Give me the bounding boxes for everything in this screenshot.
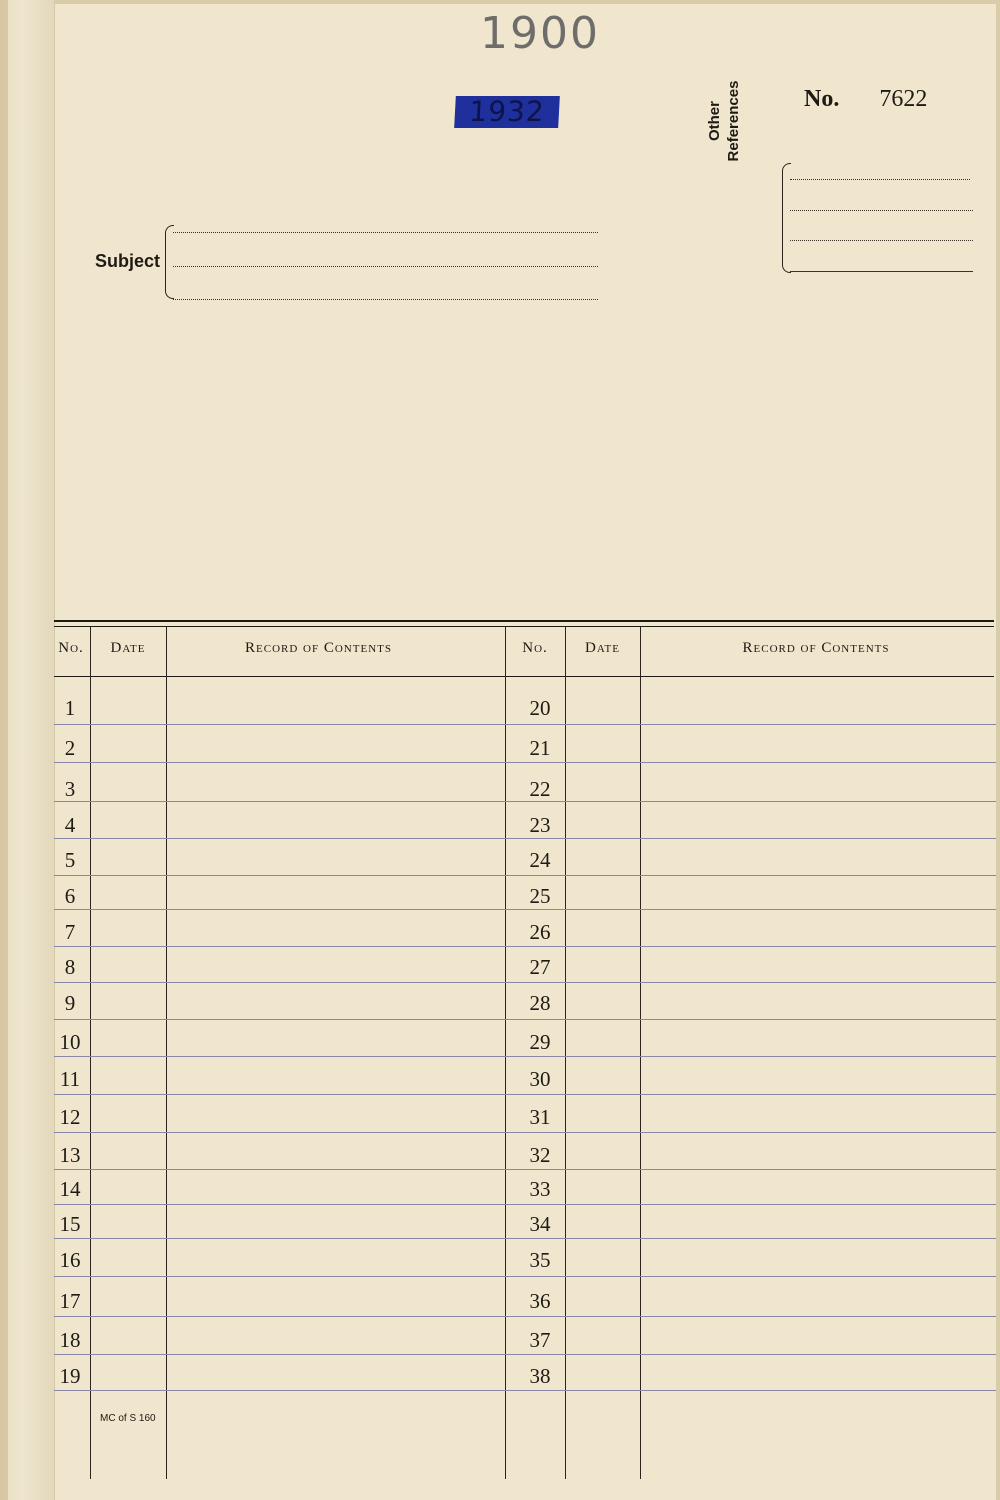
other-references-label — [705, 66, 743, 176]
row-number-left: 12 — [59, 1105, 81, 1129]
other-references-line2: References — [725, 80, 742, 162]
row-line — [54, 982, 996, 983]
row-number-left: 2 — [64, 736, 76, 760]
row-number-right: 30 — [529, 1067, 551, 1091]
row-line — [54, 1132, 996, 1133]
header-right-record: Record of Contents — [742, 640, 890, 656]
row-number-left: 14 — [59, 1177, 81, 1201]
row-number-right: 29 — [529, 1030, 551, 1054]
row-line — [54, 1094, 996, 1095]
other-references-line1: Other — [706, 101, 723, 142]
row-line — [54, 1204, 996, 1205]
other-references-line-1[interactable] — [790, 179, 970, 180]
row-line — [54, 1390, 996, 1391]
row-number-right: 27 — [529, 955, 551, 979]
printer-code: MC of S 160 — [100, 1413, 156, 1424]
file-number — [804, 86, 927, 113]
header-right-no: No. — [522, 640, 548, 656]
row-number-left: 10 — [59, 1030, 81, 1054]
row-line — [54, 1019, 996, 1020]
subject-line-1[interactable] — [173, 232, 598, 233]
row-number-right: 26 — [529, 920, 551, 944]
row-line — [54, 724, 996, 725]
row-number-right: 35 — [529, 1248, 551, 1272]
other-references-line-3[interactable] — [790, 240, 973, 241]
row-number-left: 8 — [64, 955, 76, 979]
row-number-right: 22 — [529, 777, 551, 801]
row-number-right: 25 — [529, 884, 551, 908]
row-number-left: 19 — [59, 1364, 81, 1388]
col-divider-left-date — [166, 627, 167, 1479]
other-references-line-4[interactable] — [790, 271, 973, 272]
subject-brace — [165, 225, 174, 299]
row-number-right: 20 — [529, 696, 551, 720]
subject-line-3[interactable] — [173, 299, 598, 300]
table-header-rule — [54, 676, 994, 677]
col-divider-left-no — [90, 627, 91, 1479]
row-number-right: 36 — [529, 1289, 551, 1313]
row-number-right: 28 — [529, 991, 551, 1015]
row-number-left: 1 — [64, 696, 76, 720]
subject-line-2[interactable] — [173, 266, 598, 267]
row-number-right: 34 — [529, 1212, 551, 1236]
row-number-right: 21 — [529, 736, 551, 760]
row-number-left: 15 — [59, 1212, 81, 1236]
row-line — [54, 1238, 996, 1239]
sheet-right-edge — [996, 0, 1000, 1500]
header-left-no: No. — [58, 640, 84, 656]
col-divider-right-date — [640, 627, 641, 1479]
row-line — [54, 1056, 996, 1057]
row-number-left: 6 — [64, 884, 76, 908]
row-number-right: 38 — [529, 1364, 551, 1388]
row-number-right: 31 — [529, 1105, 551, 1129]
row-number-right: 23 — [529, 813, 551, 837]
row-number-left: 13 — [59, 1143, 81, 1167]
header-left-date: Date — [110, 640, 146, 656]
row-number-left: 7 — [64, 920, 76, 944]
other-references-line-2[interactable] — [790, 210, 973, 211]
sheet-top-edge — [54, 0, 1000, 4]
table-top-rule-thin — [54, 626, 994, 627]
row-number-left: 18 — [59, 1328, 81, 1352]
stamp-year-box: 1932 — [454, 96, 560, 128]
row-number-right: 32 — [529, 1143, 551, 1167]
header-right-date: Date — [585, 640, 620, 656]
subject-label: Subject — [95, 251, 161, 271]
row-line — [54, 762, 996, 763]
row-number-right: 33 — [529, 1177, 551, 1201]
row-number-left: 16 — [59, 1248, 81, 1272]
row-line — [54, 875, 996, 876]
header-left-record: Record of Contents — [245, 640, 392, 656]
binding-spine — [0, 0, 55, 1500]
row-number-left: 9 — [64, 991, 76, 1015]
row-number-left: 17 — [59, 1289, 81, 1313]
stamp-year-top: 1900 — [480, 8, 600, 59]
row-line — [54, 1316, 996, 1317]
row-line — [54, 838, 996, 839]
file-number-label: No. — [804, 86, 840, 112]
row-line — [54, 1276, 996, 1277]
row-number-left: 11 — [59, 1067, 81, 1091]
file-number-value: 7622 — [879, 86, 928, 112]
table-top-rule — [54, 620, 994, 622]
row-line — [54, 1354, 996, 1355]
row-line — [54, 909, 996, 910]
row-number-left: 4 — [64, 813, 76, 837]
row-number-right: 37 — [529, 1328, 551, 1352]
col-divider-middle — [505, 627, 506, 1479]
spine-edge — [0, 0, 8, 1500]
row-line — [54, 946, 996, 947]
row-number-right: 24 — [529, 848, 551, 872]
row-number-left: 5 — [64, 848, 76, 872]
row-line — [54, 1169, 996, 1170]
row-number-left: 3 — [64, 777, 76, 801]
